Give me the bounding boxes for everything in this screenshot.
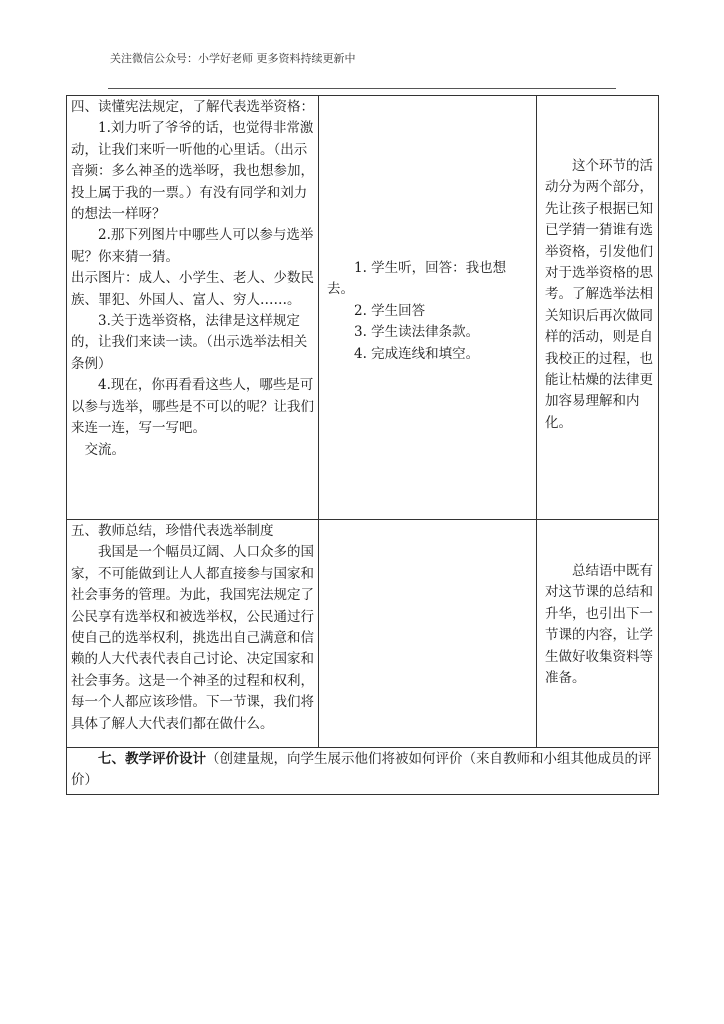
section4-title: 四、读懂宪法规定，了解代表选举资格：: [71, 99, 314, 115]
section7-row: [67, 748, 659, 795]
section4-picture-list: 出示图片：成人、小学生、老人、少数民族、罪犯、外国人、富人、穷人……。: [71, 270, 314, 308]
section4-row: [67, 96, 659, 520]
evaluation-cell: [67, 748, 659, 795]
lesson-plan-table: [66, 95, 659, 795]
header-divider: [108, 88, 616, 89]
section4-design-note: [537, 96, 659, 520]
student-activity-item: 2. 学生回答: [354, 302, 426, 319]
section4-step2: 2.那下列图片中哪些人可以参与选举呢？你来猜一猜。: [71, 227, 314, 265]
section5-student-activity: [319, 520, 537, 748]
section5-paragraph: 我国是一个幅员辽阔、人口众多的国家，不可能做到让人人都直接参与国家和社会事务的管理。为此，我国宪法规定了公民享有选举权和被选举权，公民通过行使自己的选举权利，挑选出自己满意和信赖的人大代表代表自己讨论、决定国家和社会事务。这是一个神圣的过程和权利，每一个人都应该珍惜。下一节课，我们将具体了解人大代表们都在做什么。: [71, 544, 314, 732]
evaluation-description: （创建量规，向学生展示他们将被如何评价（来自教师和小组其他成员的评价）: [71, 751, 652, 789]
evaluation-title: 七、教学评价设计: [98, 751, 206, 767]
section5-title: 五、教师总结，珍惜代表选举制度: [71, 523, 274, 539]
section4-teacher-activity: [67, 96, 319, 520]
design-note-text: 这个环节的活动分为两个部分，先让孩子根据已知已学猜一猜谁有选举资格，引发他们对于选举资格的思考。了解选举法相关知识后再次做同样的活动，则是自我校正的过程，也能让枯燥的法律更加容易理解和内化。: [545, 158, 653, 431]
section5-design-note: [537, 520, 659, 748]
design-note-text: 总结语中既有对这节课的总结和升华，也引出下一节课的内容，让学生做好收集资料等准备。: [545, 563, 653, 687]
section4-exchange: 交流。: [84, 441, 125, 458]
section4-step3: 3.关于选举资格，法律是这样规定的，让我们来读一读。（出示选举法相关条例）: [71, 313, 308, 372]
section5-row: [67, 520, 659, 748]
section5-teacher-activity: [67, 520, 319, 748]
header-note: 关注微信公众号：小学好老师 更多资料持续更新中: [110, 52, 356, 65]
section4-student-activity: [319, 96, 537, 520]
student-activity-item: 3. 学生读法律条款。: [354, 324, 480, 341]
section4-step1: 1.刘力听了爷爷的话，也觉得非常激动，让我们来听一听他的心里话。（出示音频：多么神圣的选举呀，我也想参加，投上属于我的一票。）有没有同学和刘力的想法一样呀？: [71, 120, 314, 223]
student-activity-item: 4. 完成连线和填空。: [354, 345, 480, 362]
section4-step4: 4.现在，你再看看这些人，哪些是可以参与选举，哪些是不可以的呢？让我们来连一连，写一写吧。: [71, 377, 314, 437]
student-activity-item: 1. 学生听，回答：我也想去。: [327, 260, 507, 298]
